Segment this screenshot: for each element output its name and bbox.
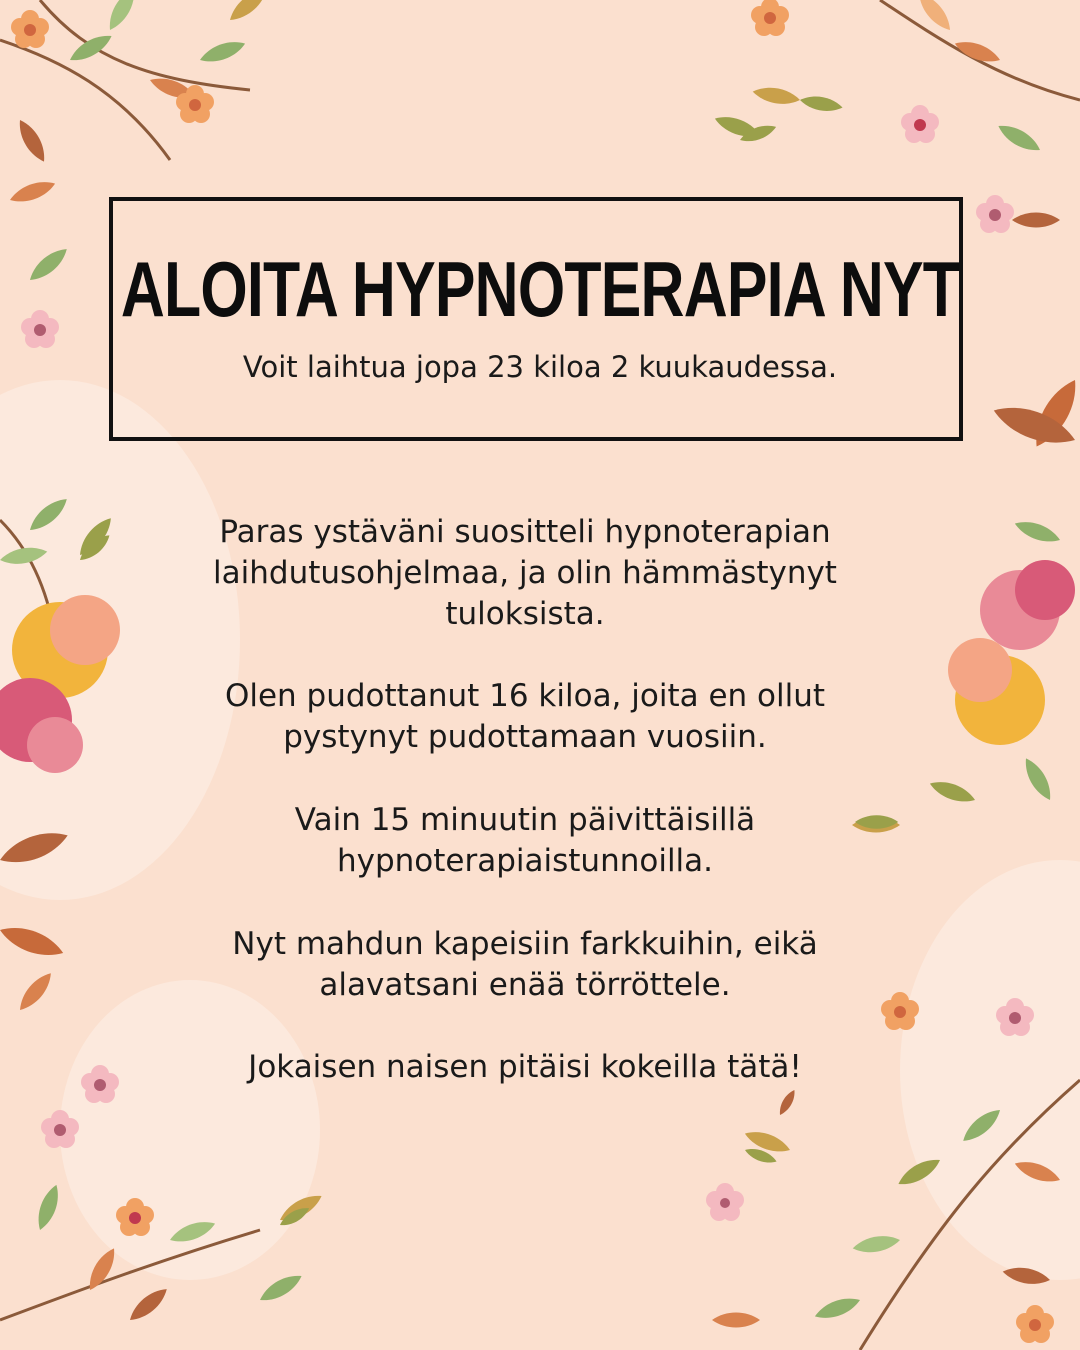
leaf-cluster-bottom-left (0, 1182, 325, 1325)
paragraph-call-to-action: Jokaisen naisen pitäisi kokeilla tätä! (248, 1049, 802, 1085)
subheadline: Voit laihtua jopa 23 kiloa 2 kuukaudessa. (242, 350, 838, 384)
leaf-cluster-left (0, 493, 120, 1148)
headline: ALOITA HYPNOTERAPIA NYT (120, 245, 960, 333)
paragraph-recommendation: Paras ystäväni suositteli hypnoterapian laihdutusohjelmaa, ja olin hämmästynyt tuloksista. (213, 514, 837, 632)
paragraph-weight-loss: Olen pudottanut 16 kiloa, joita en ollut pystynyt pudottamaan vuosiin. (224, 678, 826, 755)
paragraph-daily-sessions: Vain 15 minuutin päivittäisillä hypnoterapiaistunnoilla. (294, 802, 756, 879)
leaf-cluster-bottom-right (706, 992, 1080, 1350)
paragraph-result: Nyt mahdun kapeisiin farkkuihin, eikä alavatsani enää törröttele. (232, 926, 818, 1003)
